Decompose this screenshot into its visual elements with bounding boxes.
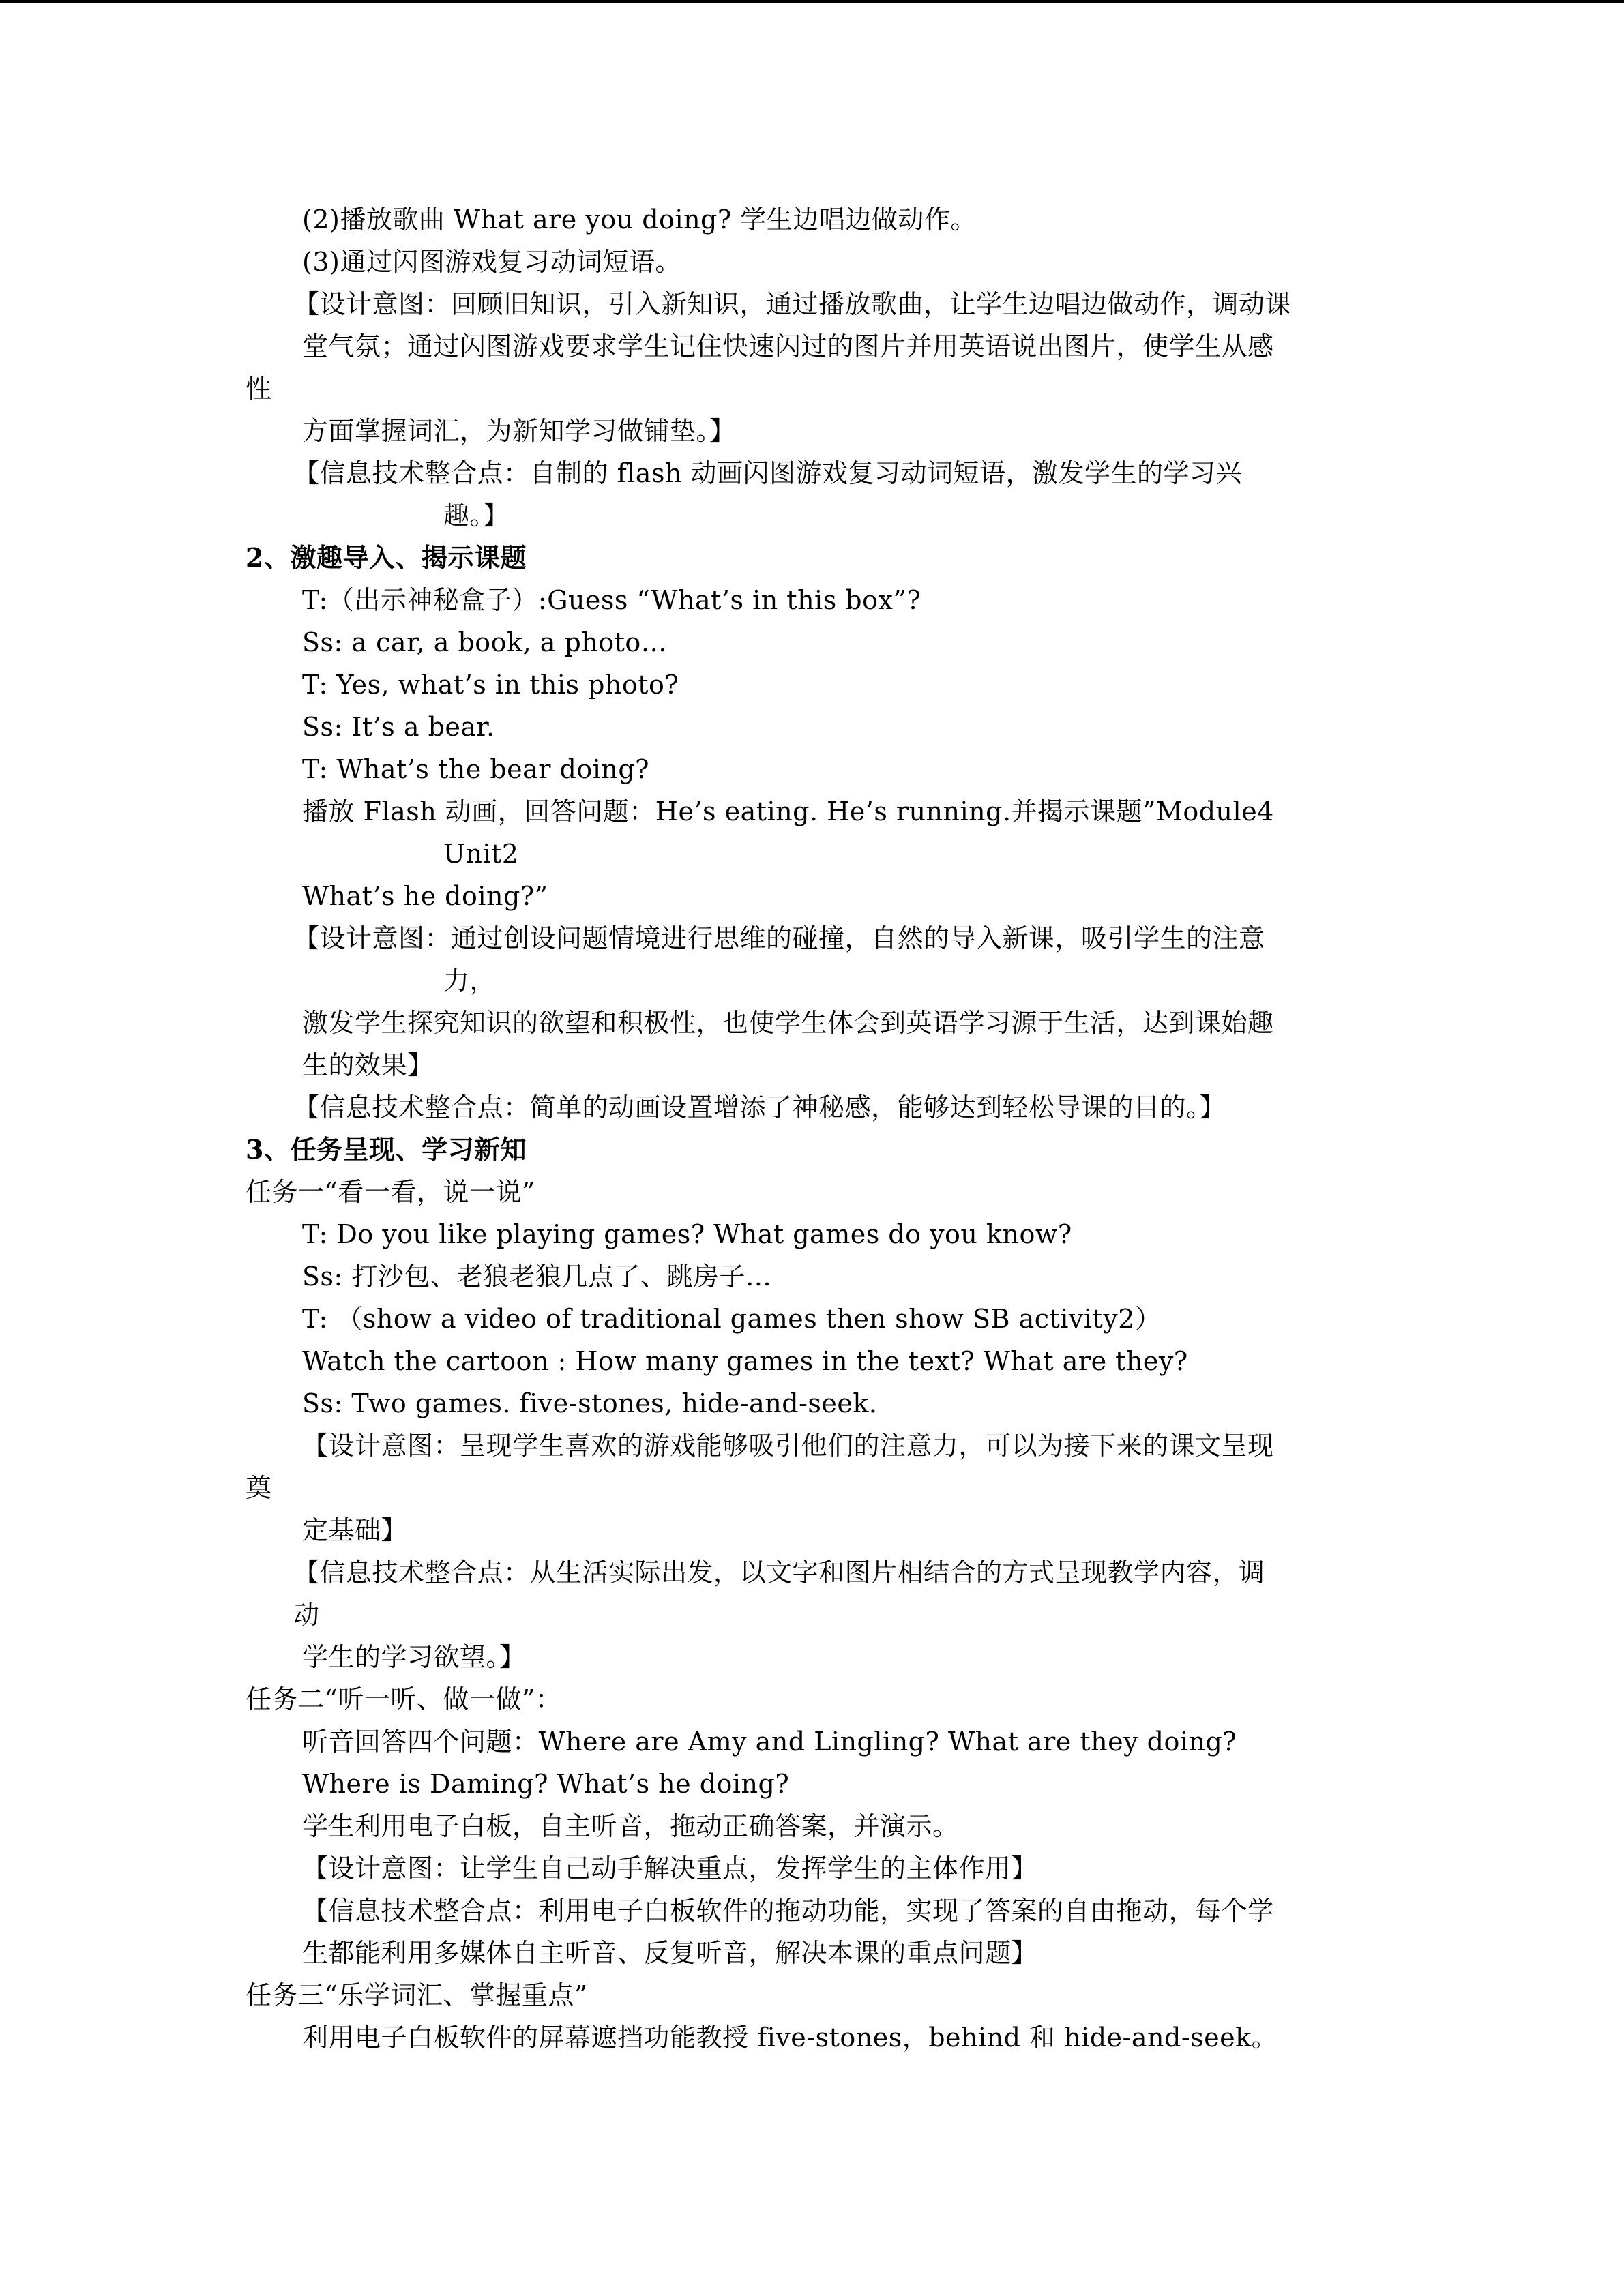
task-heading: 任务一“看一看，说一说” [246,1177,535,1207]
text-line: 奠 [246,1473,272,1503]
task-heading: 任务二“听一听、做一做”： [246,1684,562,1714]
text-line: 堂气氛；通过闪图游戏要求学生记住快速闪过的图片并用英语说出图片，使学生从感 [302,331,1274,361]
text-line: What’s he doing?” [302,881,548,911]
text-line: 播放 Flash 动画，回答问题：He’s eating. He’s running.并揭示课题”Module4 [302,796,1274,826]
dialogue-line: T: （show a video of traditional games then show SB activity2） [302,1304,1162,1334]
text-line: 生都能利用多媒体自主听音、反复听音，解决本课的重点问题】 [302,1938,1038,1968]
it-integration-line: 【信息技术整合点：简单的动画设置增添了神秘感，能够达到轻松导课的目的。】 [293,1092,1226,1122]
dialogue-line: Ss: a car, a book, a photo… [302,627,668,657]
task-heading: 任务三“乐学词汇、掌握重点” [246,1980,588,2010]
text-line: 性 [246,374,272,404]
text-line: Unit2 [443,839,519,869]
text-line: 定基础】 [302,1515,408,1545]
dialogue-line: Ss: Two games. five-stones, hide-and-seek. [302,1388,878,1418]
text-line: 力， [443,966,497,996]
design-intent-line: 【设计意图：呈现学生喜欢的游戏能够吸引他们的注意力，可以为接下来的课文呈现 [302,1431,1274,1461]
section-heading: 2、激趣导入、揭示课题 [246,542,527,573]
design-intent-line: 【设计意图：通过创设问题情境进行思维的碰撞，自然的导入新课，吸引学生的注意 [293,923,1265,953]
text-line: 趣。】 [443,501,510,531]
dialogue-line: Ss: 打沙包、老狼老狼几点了、跳房子… [302,1262,772,1292]
text-line: Where is Daming? What’s he doing? [302,1769,790,1799]
dialogue-line: T: Yes, what’s in this photo? [302,670,679,700]
text-line: 生的效果】 [302,1050,434,1080]
it-integration-line: 【信息技术整合点：从生活实际出发，以文字和图片相结合的方式呈现教学内容，调 [293,1557,1265,1587]
design-intent-line: 【设计意图：让学生自己动手解决重点，发挥学生的主体作用】 [302,1853,1038,1883]
section-heading: 3、任务呈现、学习新知 [246,1134,527,1165]
it-integration-line: 【信息技术整合点：利用电子白板软件的拖动功能，实现了答案的自由拖动，每个学 [302,1896,1274,1926]
text-line: 利用电子白板软件的屏幕遮挡功能教授 five-stones，behind 和 hide-and-seek。 [302,2023,1278,2053]
text-line: (3)通过闪图游戏复习动词短语。 [302,247,681,277]
text-line: (2)播放歌曲 What are you doing? 学生边唱边做动作。 [302,205,977,235]
text-line: 激发学生探究知识的欲望和积极性，也使学生体会到英语学习源于生活，达到课始趣 [302,1008,1274,1038]
dialogue-line: T: What’s the bear doing? [302,754,650,784]
text-line: 方面掌握词汇，为新知学习做铺垫。】 [302,416,736,446]
dialogue-line: Ss: It’s a bear. [302,712,495,742]
it-integration-line: 【信息技术整合点：自制的 flash 动画闪图游戏复习动词短语，激发学生的学习兴 [293,458,1243,488]
text-line: 听音回答四个问题：Where are Amy and Lingling? What are they doing? [302,1727,1237,1757]
design-intent-line: 【设计意图：回顾旧知识，引入新知识，通过播放歌曲，让学生边唱边做动作，调动课 [293,289,1292,319]
text-line: 动 [293,1600,320,1630]
dialogue-line: Watch the cartoon : How many games in the text? What are they? [302,1346,1188,1376]
text-line: 学生利用电子白板，自主听音，拖动正确答案，并演示。 [302,1811,959,1841]
text-line: 学生的学习欲望。】 [302,1642,526,1672]
dialogue-line: T:（出示神秘盒子）:Guess “What’s in this box”? [302,585,921,615]
dialogue-line: T: Do you like playing games? What games do you know? [302,1219,1072,1249]
